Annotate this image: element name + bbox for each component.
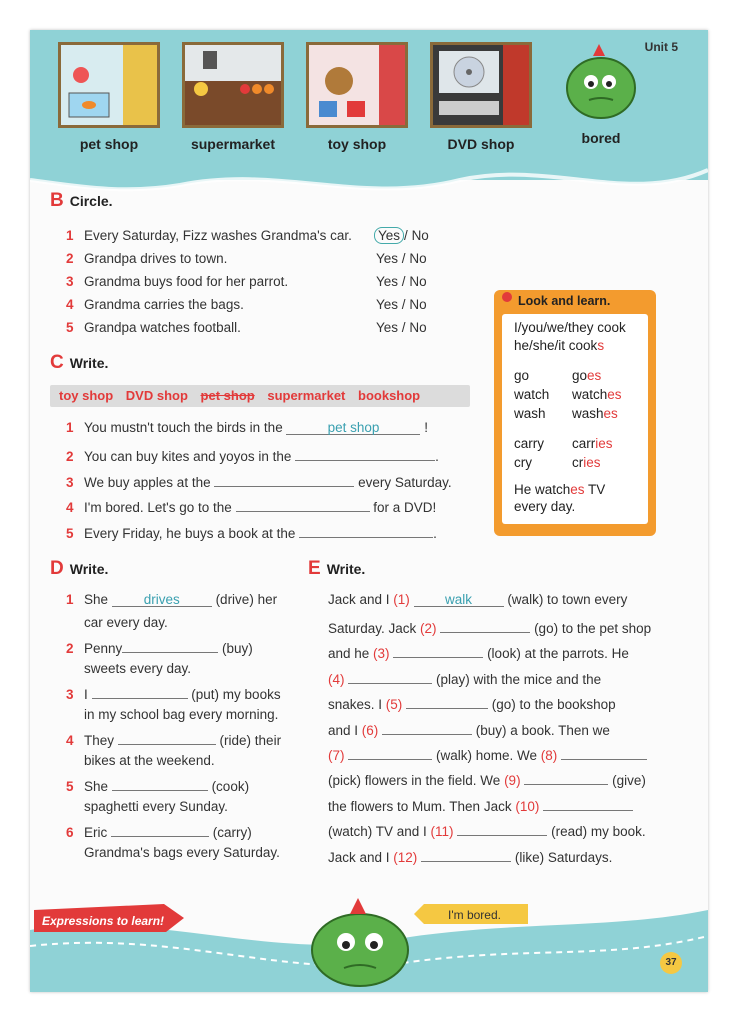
example-line-1: He watches TV xyxy=(514,482,606,497)
verb-base: watch xyxy=(514,387,550,402)
section-b-heading: B Circle. xyxy=(50,190,113,211)
answer-blank[interactable] xyxy=(122,638,218,653)
answer-blank[interactable]: pet shop xyxy=(286,420,420,435)
verb-third-person: washes xyxy=(572,406,618,421)
page-number: 37 xyxy=(660,952,682,974)
answer-blank[interactable] xyxy=(524,770,608,785)
verb-base: carry xyxy=(514,436,544,451)
vocab-label: pet shop xyxy=(79,136,139,152)
vocab-label: DVD shop xyxy=(447,136,515,152)
yes-no-choice-3[interactable]: Yes / No xyxy=(376,274,427,289)
vocab-label: bored xyxy=(581,130,621,146)
section-d-item-5-cont: spaghetti every Sunday. xyxy=(84,799,228,814)
section-b-item-1: 1 Every Saturday, Fizz washes Grandma's car. xyxy=(66,228,352,243)
answer-blank[interactable] xyxy=(299,523,433,538)
vocab-card-bored xyxy=(546,42,656,146)
answer-blank[interactable] xyxy=(214,472,354,487)
section-d-item-5: 5 She (cook) xyxy=(66,776,249,794)
look-and-learn-title: Look and learn. xyxy=(518,294,611,308)
grammar-line-2: he/she/it cooks xyxy=(514,338,605,353)
vocab-card-toy-shop xyxy=(302,42,412,152)
section-d-item-2: 2 Penny (buy) xyxy=(66,638,253,656)
verb-base: wash xyxy=(514,406,546,421)
section-c-item-1: 1 You mustn't touch the birds in the pet shop ! xyxy=(66,420,428,435)
section-d-item-3-cont: in my school bag every morning. xyxy=(84,707,279,722)
vocab-label: supermarket xyxy=(190,136,276,152)
section-b-item-2: 2 Grandpa drives to town. xyxy=(66,251,228,266)
story-line-11: Jack and I (12) (like) Saturdays. xyxy=(328,847,612,865)
speech-bubble xyxy=(414,902,532,926)
vocab-label: toy shop xyxy=(327,136,387,152)
section-d-item-3: 3 I (put) my books xyxy=(66,684,281,702)
section-d-item-4: 4 They (ride) their xyxy=(66,730,281,748)
answer-blank[interactable] xyxy=(111,822,209,837)
workbook-page xyxy=(30,30,708,992)
section-d-item-2-cont: sweets every day. xyxy=(84,661,192,676)
section-d-item-4-cont: bikes at the weekend. xyxy=(84,753,215,768)
story-line-6: and I (6) (buy) a book. Then we xyxy=(328,720,610,738)
story-line-3: and he (3) (look) at the parrots. He xyxy=(328,643,629,661)
answer-blank[interactable]: drives xyxy=(112,592,212,607)
answer-blank[interactable]: walk xyxy=(414,592,504,607)
verb-third-person: watches xyxy=(572,387,622,402)
section-c-item-4: 4 I'm bored. Let's go to the for a DVD! xyxy=(66,497,436,515)
section-d-item-6: 6 Eric (carry) xyxy=(66,822,252,840)
answer-blank[interactable] xyxy=(236,497,370,512)
answer-blank[interactable] xyxy=(118,730,216,745)
section-c-heading: C Write. xyxy=(50,352,109,373)
answer-blank[interactable] xyxy=(393,643,483,658)
vocab-card-supermarket xyxy=(178,42,288,152)
answer-blank[interactable] xyxy=(348,669,432,684)
section-d-heading: D Write. xyxy=(50,558,109,579)
section-b-item-3: 3 Grandma buys food for her parrot. xyxy=(66,274,289,289)
verb-third-person: cries xyxy=(572,455,601,470)
section-c-item-3: 3 We buy apples at the every Saturday. xyxy=(66,472,452,490)
bored-monster-picture xyxy=(553,42,649,122)
example-line-2: every day. xyxy=(514,499,576,514)
look-and-learn-box xyxy=(494,290,656,536)
story-line-8: (pick) flowers in the field. We (9) (give) xyxy=(328,770,646,788)
answer-blank[interactable] xyxy=(543,796,633,811)
answer-blank[interactable] xyxy=(440,618,530,633)
answer-blank[interactable] xyxy=(421,847,511,862)
pin-icon xyxy=(502,292,512,302)
verb-third-person: carries xyxy=(572,436,613,451)
word-bank-item: supermarket xyxy=(267,388,346,403)
expressions-arrow xyxy=(34,902,184,934)
vocab-card-pet-shop xyxy=(54,42,164,152)
dvd-shop-picture xyxy=(430,42,532,128)
answer-blank[interactable] xyxy=(382,720,472,735)
answer-blank[interactable] xyxy=(561,745,647,760)
grammar-line-1: I/you/we/they cook xyxy=(514,320,626,335)
answer-blank[interactable] xyxy=(92,684,188,699)
toy-shop-picture xyxy=(306,42,408,128)
word-bank-item: toy shop xyxy=(59,388,114,403)
story-line-1: Jack and I (1) walk (walk) to town every xyxy=(328,592,628,607)
unit-label: Unit 5 xyxy=(644,40,678,54)
section-b-item-4: 4 Grandma carries the bags. xyxy=(66,297,244,312)
section-c-item-5: 5 Every Friday, he buys a book at the . xyxy=(66,523,437,541)
supermarket-picture xyxy=(182,42,284,128)
story-line-9: the flowers to Mum. Then Jack (10) xyxy=(328,796,633,814)
section-b-item-5: 5 Grandpa watches football. xyxy=(66,320,241,335)
yes-circled: Yes xyxy=(374,227,404,244)
word-bank xyxy=(50,385,470,407)
answer-blank[interactable] xyxy=(348,745,432,760)
section-c-item-2: 2 You can buy kites and yoyos in the . xyxy=(66,446,439,464)
speech-bubble-text: I'm bored. xyxy=(448,908,501,922)
answer-blank[interactable] xyxy=(457,821,547,836)
word-bank-item: pet shop xyxy=(200,388,255,403)
look-and-learn-content xyxy=(502,314,648,524)
story-line-7: (7) (walk) home. We (8) xyxy=(328,745,647,763)
answer-blank[interactable] xyxy=(295,446,435,461)
answer-blank[interactable] xyxy=(112,776,208,791)
section-e-heading: E Write. xyxy=(308,558,366,579)
yes-no-choice-4[interactable]: Yes / No xyxy=(376,297,427,312)
answer-blank[interactable] xyxy=(406,694,488,709)
vocab-card-dvd-shop xyxy=(426,42,536,152)
verb-third-person: goes xyxy=(572,368,602,383)
story-line-5: snakes. I (5) (go) to the bookshop xyxy=(328,694,616,712)
word-bank-item: DVD shop xyxy=(125,388,188,403)
story-line-2: Saturday. Jack (2) (go) to the pet shop xyxy=(328,618,651,636)
yes-no-choice-1[interactable]: Yes / No xyxy=(374,228,429,243)
section-d-item-1: 1 She drives (drive) her xyxy=(66,592,278,607)
section-d-item-6-cont: Grandma's bags every Saturday. xyxy=(84,845,280,860)
story-line-4: (4) (play) with the mice and the xyxy=(328,669,601,687)
story-line-10: (watch) TV and I (11) (read) my book. xyxy=(328,821,646,839)
pet-shop-picture xyxy=(58,42,160,128)
yes-no-choice-2[interactable]: Yes / No xyxy=(376,251,427,266)
verb-base: cry xyxy=(514,455,532,470)
bored-monster-icon xyxy=(300,880,430,990)
section-d-item-1-cont: car every day. xyxy=(84,615,168,630)
yes-no-choice-5[interactable]: Yes / No xyxy=(376,320,427,335)
header-wave xyxy=(30,150,708,210)
expressions-label: Expressions to learn! xyxy=(42,914,165,928)
verb-base: go xyxy=(514,368,530,383)
word-bank-item: bookshop xyxy=(358,388,421,403)
